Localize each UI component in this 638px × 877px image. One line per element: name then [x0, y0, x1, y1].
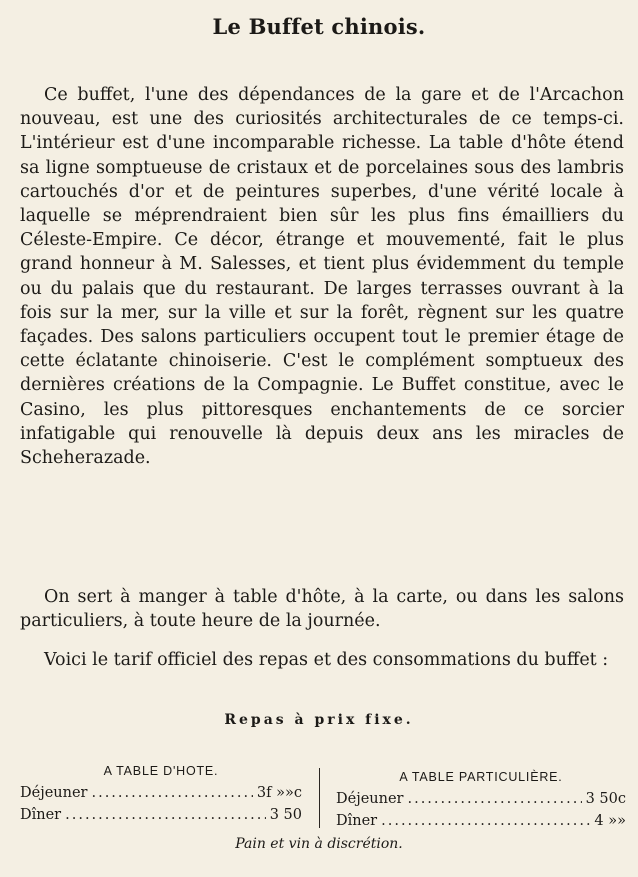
menu-row	[336, 810, 626, 832]
column-heading: A TABLE D'HOTE.	[103, 764, 219, 778]
menu-item-price: 4 »»	[594, 813, 626, 829]
column-divider	[319, 768, 320, 828]
menu-row	[20, 782, 302, 804]
menu-item-label: Dîner	[20, 807, 62, 823]
page-title: Le Buffet chinois.	[212, 14, 426, 39]
menu-item-price: 3f »»c	[256, 785, 302, 801]
menu-item-price: 3 50	[269, 807, 302, 823]
leader-dots	[91, 782, 252, 804]
menu-column-table-dhote	[20, 760, 302, 826]
menu-item-price: 3 50c	[585, 791, 626, 807]
leader-dots	[407, 788, 581, 810]
menu-row	[20, 804, 302, 826]
paragraph-service-hours: On sert à manger à table d'hôte, à la carte, ou dans les salons particuliers, à toute heure de la journée.	[20, 587, 624, 632]
column-heading: A TABLE PARTICULIÈRE.	[399, 770, 563, 784]
paragraph-description: Ce buffet, l'une des dépendances de la gare et de l'Arcachon nouveau, est une des curiosités architecturales de ce temps-ci. L'intérieur est d'une incomparable richesse. La table d'hôte étend sa ligne somptueuse de cristaux et de porcelaines sous des lambris cartouchés d'or et de peintures superbes, d'une vérité locale à laquelle se méprendraient bien sûr les plus fins émailliers du Céleste-Empire. Ce décor, étrange et mouvementé, fait le plus grand honneur à M. Salesses, et tient plus évidemment du temple ou du palais que du restaurant. De larges terrasses ouvrant à la fois sur la mer, sur la ville et sur la forêt, règnent sur les quatre façades. Des salons particuliers occupent tout le premier étage de cette éclatante chinoiserie. C'est le complément somptueux des dernières créations de la Compagnie. Le Buffet constitue, avec le Casino, les plus pittoresques enchantements de ce sorcier infatigable qui renouvelle là depuis deux ans les miracles de Scheherazade.	[20, 85, 624, 469]
menu-row	[336, 788, 626, 810]
menu-column-table-particuliere	[336, 760, 626, 832]
leader-dots	[381, 810, 590, 832]
menu-item-label: Déjeuner	[336, 791, 404, 807]
menu-heading: Repas à prix fixe.	[224, 712, 414, 728]
menu-footnote: Pain et vin à discrétion.	[235, 836, 403, 852]
paragraph-tariff-intro: Voici le tarif officiel des repas et des consommations du buffet :	[44, 650, 609, 670]
leader-dots	[65, 804, 266, 826]
menu-item-label: Déjeuner	[20, 785, 88, 801]
menu-item-label: Dîner	[336, 813, 378, 829]
